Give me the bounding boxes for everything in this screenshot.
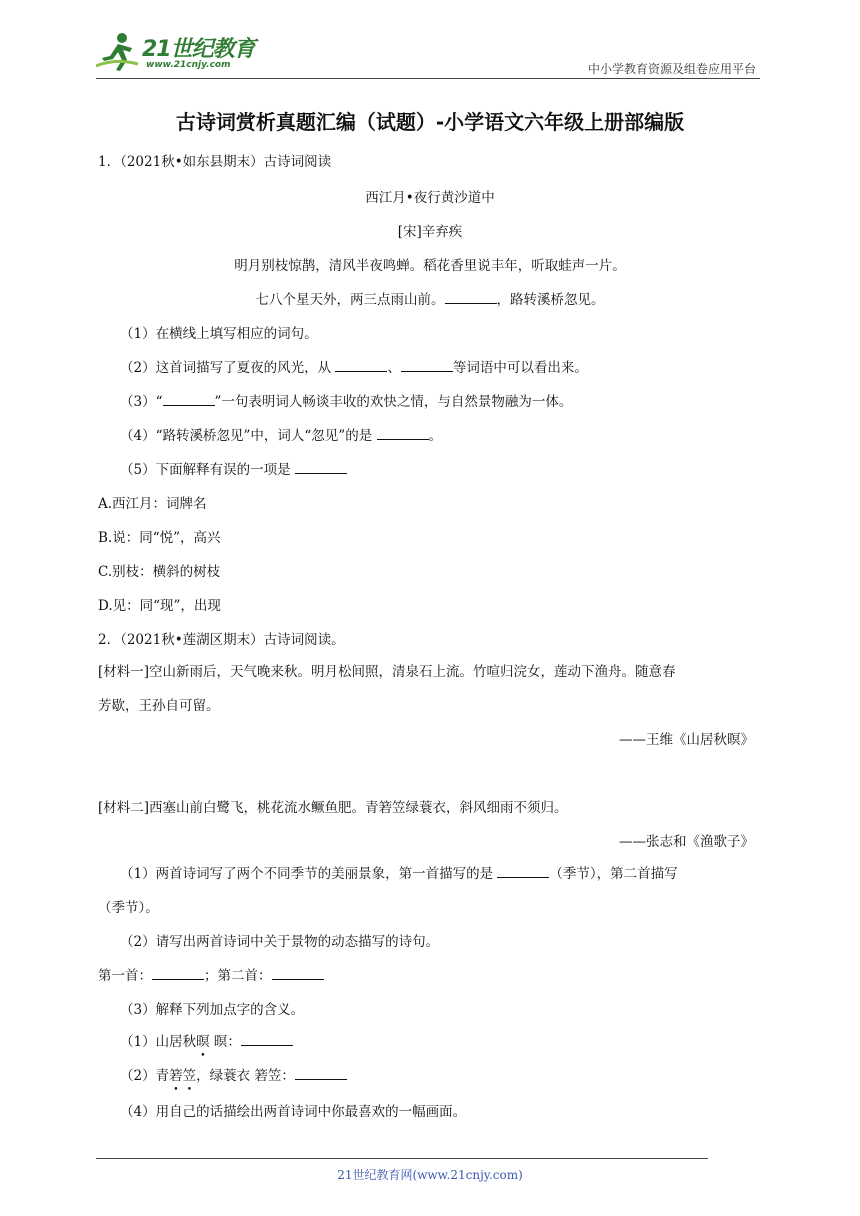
material-1-line-2: 芳歇，王孙自可留。 xyxy=(98,698,220,714)
item-2-text: （2）青 xyxy=(120,1068,170,1084)
q1-sub-5 xyxy=(120,458,347,478)
answer-blank[interactable] xyxy=(377,427,429,440)
q2-sub-1 xyxy=(120,862,678,882)
q1-sub-1: （1）在横线上填写相应的词句。 xyxy=(120,326,318,342)
poem-line-2 xyxy=(0,288,860,308)
answer-blank[interactable] xyxy=(445,291,497,304)
item-1-label: 暝： xyxy=(209,1034,241,1050)
footer-divider xyxy=(96,1158,708,1159)
q2-sub-1-text: （1）两首诗词写了两个不同季节的美丽景象，第一首描写的是 xyxy=(120,866,498,882)
answer-blank[interactable] xyxy=(335,359,387,372)
q2-sub-2: （2）请写出两首诗词中关于景物的动态描写的诗句。 xyxy=(120,934,440,950)
answer-blank[interactable] xyxy=(295,461,347,474)
q1-sub-4-text: （4）“路转溪桥忽见”中，词人“忽见”的是 xyxy=(120,428,377,444)
option-d: D.见：同“现”，出现 xyxy=(98,598,221,614)
q1-stem: 1．（2021秋•如东县期末）古诗词阅读 xyxy=(98,154,332,170)
q1-sub-3 xyxy=(120,390,572,410)
page-title: 古诗词赏析真题汇编（试题）-小学语文六年级上册部编版 xyxy=(175,110,685,134)
runner-logo-icon xyxy=(96,32,140,72)
answer-blank[interactable] xyxy=(163,393,215,406)
logo-text: 21世纪教育 xyxy=(142,37,255,62)
q2-sub-3: （3）解释下列加点字的含义。 xyxy=(120,1002,305,1018)
page-header xyxy=(0,0,860,80)
q2-sub-3-item-2 xyxy=(120,1064,347,1084)
q1-sub-4 xyxy=(120,424,442,444)
dotted-char: 笠 xyxy=(182,1068,197,1084)
q1-sub-2-sep: 、 xyxy=(387,360,401,376)
material-1-line-1: [材料一]空山新雨后，天气晚来秋。明月松间照，清泉石上流。竹喧归浣女，莲动下渔舟。随意春 xyxy=(98,664,676,680)
answer-blank[interactable] xyxy=(272,967,324,980)
option-b: B.说：同“悦”，高兴 xyxy=(98,530,221,546)
poem-title: 西江月•夜行黄沙道中 xyxy=(365,190,495,206)
q1-sub-4-end: 。 xyxy=(428,428,442,444)
poem-line-2b: ，路转溪桥忽见。 xyxy=(496,292,605,308)
q1-sub-2-text: （2）这首词描写了夏夜的风光，从 xyxy=(120,360,336,376)
poem-line-1: 明月别枝惊鹊，清风半夜鸣蝉。稻花香里说丰年，听取蛙声一片。 xyxy=(234,258,626,274)
material-2-source: ——张志和《渔歌子》 xyxy=(619,834,754,850)
q1-sub-2-end: 等词语中可以看出来。 xyxy=(452,360,588,376)
answer-blank[interactable] xyxy=(295,1067,347,1080)
q2-sub-2-answers xyxy=(98,964,324,984)
first-poem-label: 第一首： xyxy=(98,968,152,984)
q2-sub-3-item-1 xyxy=(120,1030,293,1050)
site-logo xyxy=(96,32,266,76)
q2-stem: 2．（2021秋•莲湖区期末）古诗词阅读。 xyxy=(98,632,345,648)
q2-sub-1-cont: （季节）。 xyxy=(98,900,159,916)
q1-sub-3-open: （3）“ xyxy=(120,394,163,410)
item-2-label: ，绿蓑衣 箬笠： xyxy=(196,1068,295,1084)
poem-author: [宋]辛弃疾 xyxy=(397,224,463,240)
platform-name: 中小学教育资源及组卷应用平台 xyxy=(587,62,756,76)
second-poem-label: ；第二首： xyxy=(204,968,272,984)
answer-blank[interactable] xyxy=(152,967,204,980)
answer-blank[interactable] xyxy=(497,865,549,878)
answer-blank[interactable] xyxy=(401,359,453,372)
answer-blank[interactable] xyxy=(241,1033,293,1046)
dotted-char: 箬 xyxy=(169,1068,183,1084)
item-1-text: （1）山居秋 xyxy=(120,1034,197,1050)
q2-sub-4: （4）用自己的话描绘出两首诗词中你最喜欢的一幅画面。 xyxy=(120,1104,467,1120)
material-1-source: ——王维《山居秋暝》 xyxy=(619,732,754,748)
option-c: C.别枝：横斜的树枝 xyxy=(98,564,221,580)
q2-sub-1-mid: （季节），第二首描写 xyxy=(549,866,678,882)
logo-url: www.21cnjy.com xyxy=(146,60,231,70)
header-divider xyxy=(96,78,760,79)
q1-sub-2 xyxy=(120,356,588,376)
option-a: A.西江月：词牌名 xyxy=(98,496,207,512)
material-2: [材料二]西塞山前白鹭飞，桃花流水鳜鱼肥。青箬笠绿蓑衣，斜风细雨不须归。 xyxy=(98,800,568,816)
poem-line-2a: 七八个星天外，两三点雨山前。 xyxy=(255,292,445,308)
q1-sub-5-text: （5）下面解释有误的一项是 xyxy=(120,462,295,478)
footer-link[interactable]: 21世纪教育网(www.21cnjy.com) xyxy=(337,1168,523,1182)
dotted-char: 暝 xyxy=(196,1034,210,1050)
q1-sub-3-text: ”一句表明词人畅谈丰收的欢快之情，与自然景物融为一体。 xyxy=(214,394,573,410)
